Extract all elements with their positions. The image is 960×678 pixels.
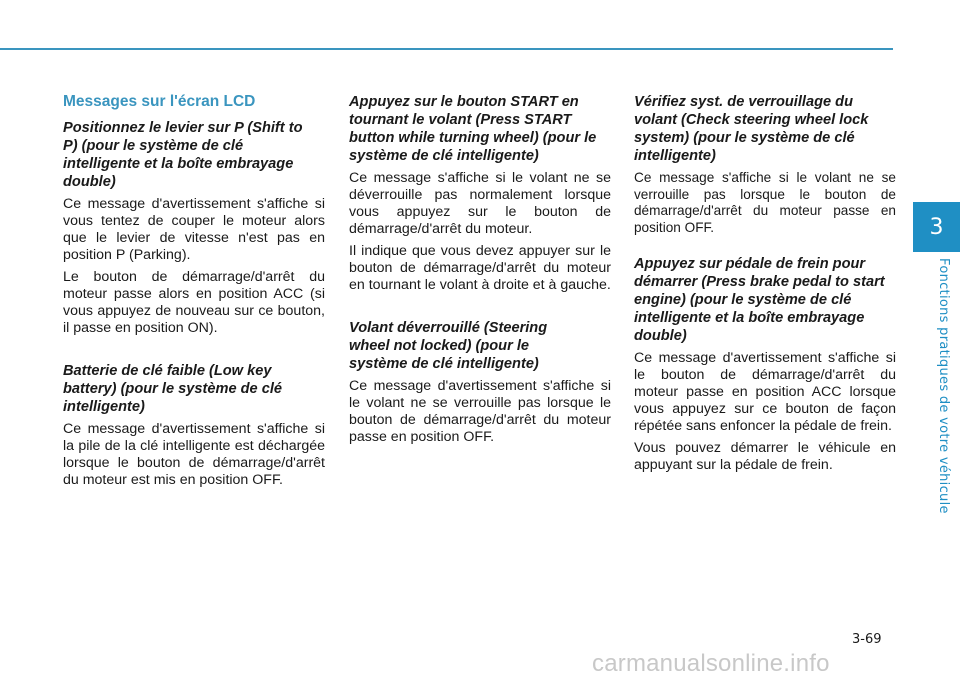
column-3 (634, 93, 896, 479)
paragraph: Ce message d'avertissement s'affiche si le bouton de démarrage/d'arrêt du moteur passe en position ACC lorsque vous appuyez sur ce bouton de façon répétée sans enfoncer la pédale de frein. (634, 350, 896, 434)
message-heading-check-steering-wheel-lock: Vérifiez syst. de verrouillage du volant (Check steering wheel lock system) (pour le système de clé intelligente) (634, 94, 869, 164)
column-1 (63, 93, 325, 494)
paragraph: Ce message d'avertissement s'affiche si le volant ne se verrouille pas lorsque le bouton de démarrage/d'arrêt du moteur passe en position OFF. (349, 378, 611, 445)
message-heading-low-key-battery: Batterie de clé faible (Low key battery) (pour le système de clé intelligente) (63, 363, 282, 415)
paragraph: Le bouton de démarrage/d'arrêt du moteur passe alors en position ACC (si vous appuyez de nouveau sur ce bouton, il passe en position ON). (63, 269, 325, 336)
page-number: 3-69 (852, 632, 882, 647)
paragraph: Ce message s'affiche si le volant ne se verrouille pas lorsque le bouton de démarrage/d'arrêt du moteur passe en position OFF. (634, 170, 896, 235)
column-2 (349, 93, 611, 451)
message-heading-steering-wheel-not-locked: Volant déverrouillé (Steering wheel not locked) (pour le système de clé intelligente) (349, 320, 548, 372)
paragraph: Ce message d'avertissement s'affiche si la pile de la clé intelligente est déchargée lorsque le bouton de démarrage/d'arrêt du moteur est mis en position OFF. (63, 421, 325, 488)
paragraph: Vous pouvez démarrer le véhicule en appuyant sur la pédale de frein. (634, 440, 896, 473)
message-heading-press-start-button: Appuyez sur le bouton START en tournant le volant (Press START button while turning wheel) (pour le système de clé intelligente) (349, 94, 597, 164)
watermark: carmanualsonline.info (592, 650, 830, 677)
header-rule (0, 48, 893, 50)
paragraph: Ce message d'avertissement s'affiche si vous tentez de couper le moteur alors que le levier de vitesse n'est pas en position P (Parking). (63, 196, 325, 263)
section-title: Messages sur l'écran LCD (63, 93, 256, 110)
paragraph: Il indique que vous devez appuyer sur le bouton de démarrage/d'arrêt du moteur en tournant le volant à droite et à gauche. (349, 243, 611, 293)
message-heading-shift-to-p: Positionnez le levier sur P (Shift to P) (pour le système de clé intelligente et la boîte embrayage double) (63, 120, 303, 190)
paragraph: Ce message s'affiche si le volant ne se déverrouille pas normalement lorsque vous appuyez sur le bouton de démarrage/d'arrêt du moteur. (349, 170, 611, 237)
chapter-title-vertical: Fonctions pratiques de votre véhicule (936, 258, 951, 514)
message-heading-press-brake-pedal: Appuyez sur pédale de frein pour démarrer (Press brake pedal to start engine) (pour le système de clé intelligente et la boîte embrayage double) (634, 256, 885, 344)
chapter-number-tab: 3 (913, 202, 960, 252)
